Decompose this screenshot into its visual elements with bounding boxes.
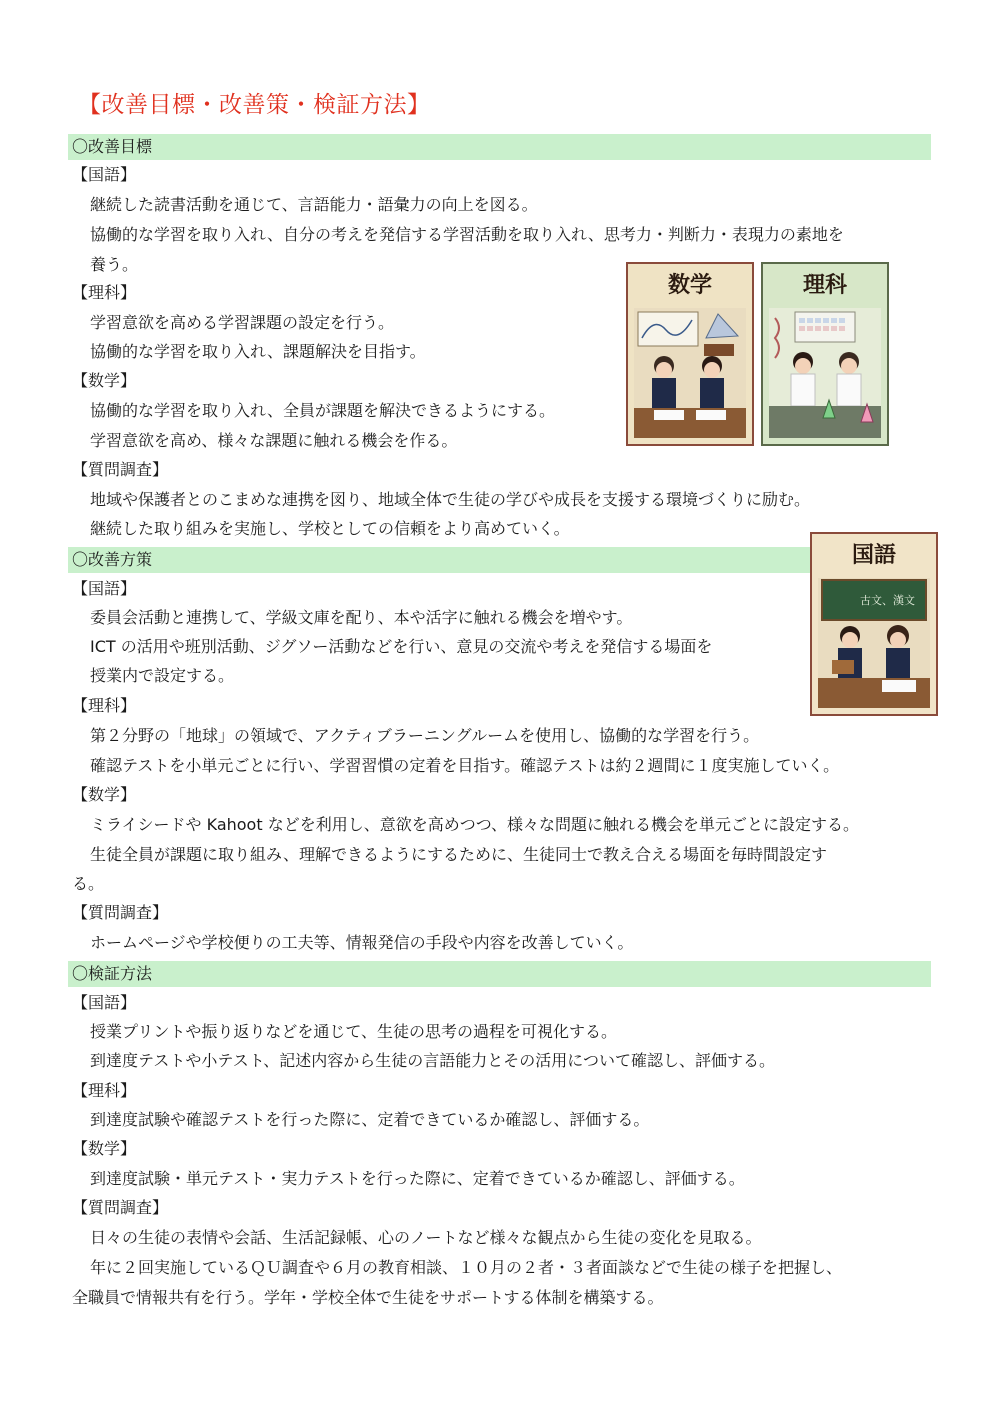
goals-sugaku-2: 学習意欲を高め、様々な課題に触れる機会を作る。 [90, 431, 458, 450]
section-heading-measures: 〇改善方策 [68, 547, 931, 573]
japanese-illustration-title: 国語 [851, 543, 896, 568]
section-heading-goals: 〇改善目標 [68, 134, 931, 160]
measures-sugaku-label: 【数学】 [72, 785, 137, 804]
goals-rika-2: 協働的な学習を取り入れ、課題解決を目指す。 [90, 342, 426, 361]
measures-rika-1: 第２分野の「地球」の領域で、アクティブラーニングルームを使用し、協働的な学習を行う。 [90, 726, 760, 745]
goals-sugaku-1: 協働的な学習を取り入れ、全員が課題を解決できるようにする。 [90, 401, 555, 420]
verify-kokugo-label: 【国語】 [72, 993, 137, 1012]
measures-survey-1: ホームページや学校便りの工夫等、情報発信の手段や内容を改善していく。 [90, 933, 634, 952]
verify-rika-label: 【理科】 [72, 1081, 137, 1100]
section-heading-verify: 〇検証方法 [68, 961, 931, 987]
page-title: 【改善目標・改善策・検証方法】 [78, 92, 431, 118]
goals-survey-label: 【質問調査】 [72, 460, 169, 479]
measures-sugaku-2: 生徒全員が課題に取り組み、理解できるようにするために、生徒同士で教え合える場面を毎時間設定す [90, 845, 827, 864]
measures-sugaku-2b: る。 [72, 874, 105, 893]
chalkboard-text: 古文、漢文 [860, 594, 915, 607]
goals-kokugo-2b: 養う。 [90, 255, 139, 274]
measures-kokugo-2: ICT の活用や班別活動、ジグソー活動などを行い、意見の交流や考えを発信する場面を [90, 637, 713, 656]
goals-rika-1: 学習意欲を高める学習課題の設定を行う。 [90, 313, 395, 332]
verify-rika-1: 到達度試験や確認テストを行った際に、定着できているか確認し、評価する。 [90, 1110, 650, 1129]
measures-rika-2: 確認テストを小単元ごとに行い、学習習慣の定着を目指す。確認テストは約２週間に１度実施していく。 [90, 756, 840, 775]
japanese-illustration [810, 532, 938, 716]
measures-kokugo-label: 【国語】 [72, 579, 137, 598]
measures-kokugo-2b: 授業内で設定する。 [90, 666, 235, 685]
measures-kokugo-1: 委員会活動と連携して、学級文庫を配り、本や活字に触れる機会を増やす。 [90, 608, 633, 627]
verify-survey-2: 年に２回実施しているＱＵ調査や６月の教育相談、１０月の２者・３者面談などで生徒の様子を把握し、 [90, 1258, 843, 1277]
science-lab-scene [769, 308, 881, 438]
goals-sugaku-label: 【数学】 [72, 371, 137, 390]
math-illustration [626, 262, 754, 446]
measures-rika-label: 【理科】 [72, 696, 137, 715]
math-illustration-title: 数学 [667, 273, 712, 298]
math-classroom-scene [634, 308, 746, 438]
verify-survey-label: 【質問調査】 [72, 1198, 169, 1217]
verify-sugaku-1: 到達度試験・単元テスト・実力テストを行った際に、定着できているか確認し、評価する。 [90, 1169, 745, 1188]
goals-survey-1: 地域や保護者とのこまめな連携を図り、地域全体で生徒の学びや成長を支援する環境づくりに励む。 [90, 490, 811, 509]
goals-survey-2: 継続した取り組みを実施し、学校としての信頼をより高めていく。 [90, 519, 570, 538]
verify-survey-1: 日々の生徒の表情や会話、生活記録帳、心のノートなど様々な観点から生徒の変化を見取る。 [90, 1228, 762, 1247]
verify-sugaku-label: 【数学】 [72, 1139, 137, 1158]
science-illustration [761, 262, 889, 446]
measures-sugaku-1: ミライシードや Kahoot などを利用し、意欲を高めつつ、様々な問題に触れる機会を単元ごとに設定する。 [90, 815, 860, 834]
verify-kokugo-2: 到達度テストや小テスト、記述内容から生徒の言語能力とその活用について確認し、評価する。 [90, 1051, 775, 1070]
measures-survey-label: 【質問調査】 [72, 903, 169, 922]
verify-survey-2b: 全職員で情報共有を行う。学年・学校全体で生徒をサポートする体制を構築する。 [72, 1288, 664, 1307]
verify-kokugo-1: 授業プリントや振り返りなどを通じて、生徒の思考の過程を可視化する。 [90, 1022, 618, 1041]
goals-kokugo-label: 【国語】 [72, 165, 137, 184]
science-illustration-title: 理科 [802, 273, 847, 298]
goals-kokugo-2: 協働的な学習を取り入れ、自分の考えを発信する学習活動を取り入れ、思考力・判断力・表現力の素地を [90, 225, 844, 244]
goals-rika-label: 【理科】 [72, 283, 137, 302]
goals-kokugo-1: 継続した読書活動を通じて、言語能力・語彙力の向上を図る。 [90, 195, 538, 214]
